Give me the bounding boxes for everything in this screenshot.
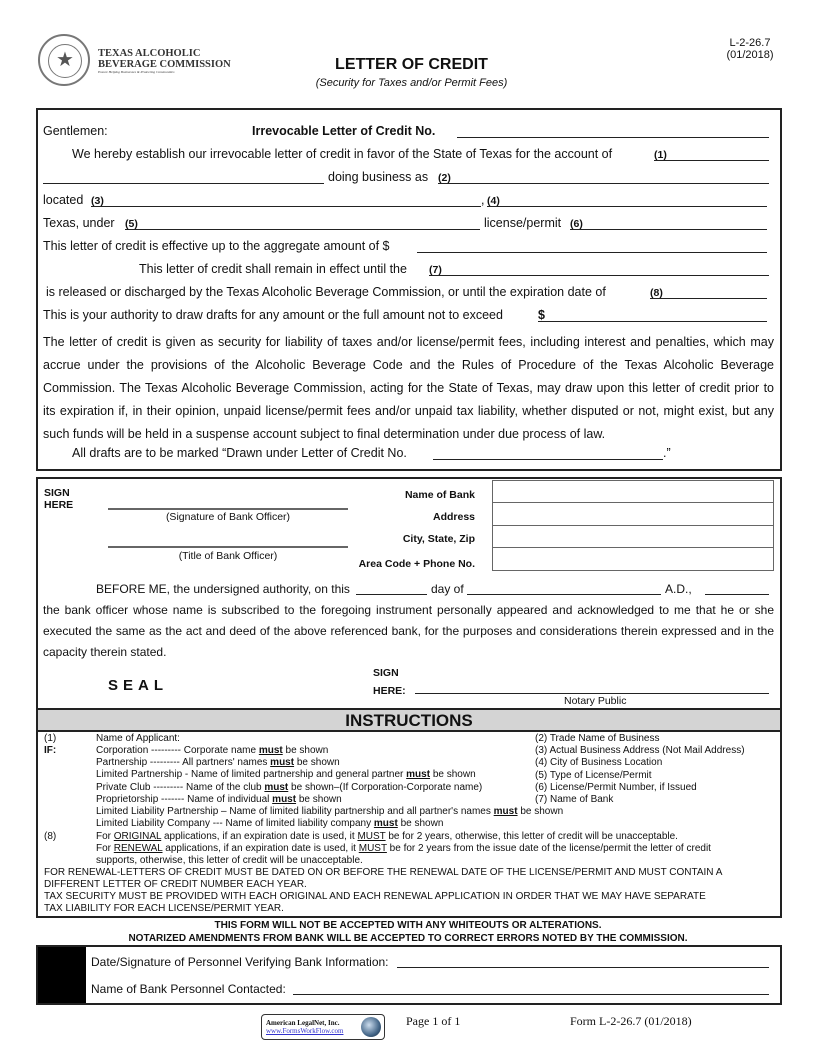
contacted-field[interactable] (293, 994, 769, 995)
marker-7: (7) (429, 264, 442, 276)
must-emph: must (373, 818, 398, 830)
day-field[interactable] (356, 594, 427, 595)
bank-address-label: Address (432, 511, 475, 523)
contacted-label: Name of Bank Personnel Contacted: (91, 982, 286, 996)
located-label: located (43, 193, 84, 207)
t: be for 2 years, otherwise, this letter of credit will be unacceptable. (385, 831, 678, 842)
vendor-badge[interactable] (261, 1014, 385, 1040)
applicant-type-row (96, 806, 563, 818)
applicant-types (96, 745, 563, 830)
bank-address-field[interactable] (492, 502, 774, 526)
dollar-sign: $ (538, 308, 545, 322)
t: For (96, 831, 114, 842)
account-text: We hereby establish our irrevocable letter of credit in favor of the State of Texas for the account of (72, 147, 613, 161)
vendor-url[interactable]: www.FormsWorkFlow.com (266, 1027, 344, 1035)
ack-line: capacity therein stated. (43, 645, 167, 659)
item-number-8: (8) (44, 831, 57, 842)
row-text: be shown (517, 806, 564, 818)
caps-note: TAX SECURITY MUST BE PROVIDED WITH EACH ORIGINAL AND EACH RENEWAL APPLICATION IN ORDER THAT WE MAY HAVE SEPARATE (44, 891, 706, 902)
row-text: be shown (294, 757, 340, 769)
applicant-type-row (96, 818, 563, 830)
amendments-notice: NOTARIZED AMENDMENTS FROM BANK WILL BE ACCEPTED TO CORRECT ERRORS NOTED BY THE COMMISSION. (128, 933, 688, 944)
max-amount-field[interactable] (538, 321, 767, 322)
texas-under-label: Texas, under (43, 216, 115, 230)
page-number: Page 1 of 1 (406, 1014, 461, 1028)
bank-phone-label: Area Code + Phone No. (358, 558, 475, 570)
applicant-type-row (96, 757, 563, 769)
year-field[interactable] (705, 594, 769, 595)
aggregate-text: This letter of credit is effective up to the aggregate amount of $ (43, 239, 390, 253)
verify-field[interactable] (397, 967, 769, 968)
comma: , (481, 193, 485, 207)
agency-name-line1: TEXAS ALCOHOLIC (98, 48, 201, 59)
aggregate-amount-field[interactable] (417, 252, 767, 253)
seal-label: SEAL (108, 677, 169, 694)
before-me-text: BEFORE ME, the undersigned authority, on this (96, 582, 350, 596)
here-text: HERE (44, 499, 74, 511)
original-emph: ORIGINAL (113, 831, 162, 842)
applicant-type-row (96, 794, 563, 806)
month-field[interactable] (467, 594, 661, 595)
must-emph: must (406, 769, 431, 781)
license-permit-label: license/permit (484, 216, 562, 230)
dba-field[interactable] (438, 183, 769, 184)
row-text: be shown (296, 793, 342, 805)
marker-4: (4) (487, 195, 500, 207)
row-text: Limited Liability Partnership – Name of limited liability partnership and all partner's names (96, 806, 494, 818)
para-line: its expiration if, in their opinion, unpaid license/permit fees and/or unpaid tax liability, whether disputed or not, might exist, but any (43, 404, 774, 418)
security-paragraph (43, 331, 774, 446)
remain-until-field[interactable] (429, 275, 769, 276)
must-emph: must (258, 745, 283, 756)
must-emph: MUST (358, 843, 387, 854)
key-item: (5) Type of License/Permit (535, 769, 652, 781)
caps-note: TAX LIABILITY FOR EACH LICENSE/PERMIT YEAR. (44, 903, 284, 914)
key-item: (7) Name of Bank (535, 794, 614, 806)
loc-number-field[interactable] (457, 137, 769, 138)
loc-number-label: Irrevocable Letter of Credit No. (252, 124, 436, 138)
title-caption: (Title of Bank Officer) (178, 550, 278, 562)
office-use-section (36, 945, 782, 1005)
row-text: Proprietorship ------- Name of individual (96, 793, 273, 805)
t: For (96, 843, 114, 854)
whiteout-notice: THIS FORM WILL NOT BE ACCEPTED WITH ANY WHITEOUTS OR ALTERATIONS. (214, 920, 602, 931)
marker-8: (8) (650, 287, 663, 299)
expiration-date-field[interactable] (650, 298, 767, 299)
city-field[interactable] (487, 206, 767, 207)
row-text: be shown–(If Corporation-Corporate name) (288, 781, 483, 793)
address-field[interactable] (91, 206, 481, 207)
row-text: Corporation --------- Corporate name (96, 745, 259, 756)
agency-tagline: Ensure Helping Businesses & Protecting Communities (98, 70, 175, 74)
released-text: is released or discharged by the Texas Alcoholic Beverage Commission, or until the expiration date of (46, 285, 606, 299)
must-emph: must (272, 793, 297, 805)
key-item: (2) Trade Name of Business (535, 733, 660, 744)
para-line: accrue under the provisions of the Alcoholic Beverage Code and the Rules of Procedure of the Texas Alcoholic Beverage (43, 358, 774, 372)
name-of-applicant: Name of Applicant: (96, 733, 180, 744)
salutation: Gentlemen: (43, 124, 108, 138)
page-title: LETTER OF CREDIT (335, 56, 488, 73)
caps-note: DIFFERENT LETTER OF CREDIT NUMBER EACH YEAR. (44, 879, 307, 890)
marker-2: (2) (438, 172, 451, 184)
applicant-type-row (96, 769, 563, 781)
notary-here-text: HERE: (373, 685, 406, 697)
verify-label: Date/Signature of Personnel Verifying Bank Information: (91, 955, 389, 969)
marker-1: (1) (654, 149, 667, 161)
para-line: The letter of credit is given as security for liability of taxes and/or license/permit fees, including interest and penalties, which may (43, 335, 774, 349)
notary-public-caption: Notary Public (564, 695, 627, 707)
row-text: Limited Partnership - Name of limited partnership and general partner (96, 769, 407, 781)
notary-sign-text: SIGN (373, 667, 399, 679)
account-field[interactable] (654, 160, 769, 161)
marker-6: (6) (570, 218, 583, 230)
bank-city-field[interactable] (492, 525, 774, 549)
para-line: Commission. The Texas Alcoholic Beverage Commission, acting for the State of Texas, may draw upon this letter of credit prior to (43, 381, 774, 395)
authority-text: This is your authority to draw drafts for any amount or the full amount not to exceed (43, 308, 503, 322)
footer-form-number: Form L-2-26.7 (01/2018) (570, 1014, 692, 1028)
day-of-label: day of (431, 582, 464, 596)
must-emph: must (270, 757, 295, 769)
original-note (96, 831, 678, 843)
marker-5: (5) (125, 218, 138, 230)
must-emph: must (493, 806, 518, 818)
must-emph: must (264, 781, 289, 793)
license-type-field[interactable] (125, 229, 480, 230)
row-text: Private Club --------- Name of the club (96, 781, 265, 793)
bank-phone-field[interactable] (492, 547, 774, 571)
t: applications, if an expiration date is used, it (162, 843, 359, 854)
renewal-note (96, 843, 711, 855)
ack-line: executed the same as the act and deed of the above referenced bank, for the purposes and considerations therein expressed and in the (43, 624, 774, 638)
agency-seal: ★ (38, 34, 90, 86)
field-key (535, 733, 745, 806)
vendor-name: American LegalNet, Inc. (266, 1019, 340, 1027)
bank-officer-title-field[interactable] (108, 546, 348, 548)
account-field-cont[interactable] (43, 183, 324, 184)
key-item: (6) License/Permit Number, if Issued (535, 781, 697, 793)
form-number (715, 37, 785, 61)
renewal-emph: RENEWAL (113, 843, 163, 854)
agency-name-line2: BEVERAGE COMMISSION (98, 59, 231, 70)
license-number-field[interactable] (570, 229, 767, 230)
row-text: Partnership --------- All partners' names (96, 757, 271, 769)
office-use-block (38, 947, 86, 1003)
bank-name-label: Name of Bank (404, 489, 475, 501)
sign-here-label (44, 487, 73, 511)
row-text: be shown (430, 769, 476, 781)
notary-signature-field[interactable] (415, 693, 769, 694)
row-text: Limited Liability Company --- Name of limited liability company (96, 818, 374, 830)
page-subtitle: (Security for Taxes and/or Permit Fees) (315, 77, 508, 89)
drafts-loc-number-field[interactable] (433, 459, 663, 460)
bank-name-field[interactable] (492, 480, 774, 504)
marker-3: (3) (91, 195, 104, 207)
ack-line: the bank officer whose name is subscribed to the foregoing instrument personally appeared and acknowledged to me that he or she (43, 603, 774, 617)
key-item: (3) Actual Business Address (Not Mail Address) (535, 745, 745, 757)
para-line: such funds will be held in a suspense account subject to final determination under due process of law. (43, 427, 606, 441)
t: be for 2 years from the issue date of the license/permit the letter of credit (386, 843, 711, 854)
form-number-text: L-2-26.7 (729, 37, 771, 49)
sign-text: SIGN (44, 487, 70, 499)
drafts-end: .” (663, 446, 671, 460)
instructions-heading: INSTRUCTIONS (36, 708, 782, 732)
signature-caption: (Signature of Bank Officer) (165, 511, 291, 523)
globe-icon (361, 1017, 381, 1037)
applicant-type-row (96, 782, 563, 794)
if-label: IF: (44, 745, 57, 756)
key-item: (4) City of Business Location (535, 757, 663, 769)
bank-officer-signature-field[interactable] (108, 508, 348, 510)
form-date-text: (01/2018) (726, 49, 774, 61)
bank-city-label: City, State, Zip (402, 533, 475, 545)
must-emph: MUST (357, 831, 386, 842)
dba-label: doing business as (328, 170, 429, 184)
acknowledgment (43, 600, 774, 663)
row-text: be shown (282, 745, 329, 756)
notary-sign-here (373, 664, 406, 700)
item-number-1: (1) (44, 733, 57, 744)
row-text: be shown (397, 818, 444, 830)
ad-label: A.D., (665, 582, 692, 596)
drafts-text: All drafts are to be marked “Drawn under Letter of Credit No. (72, 446, 407, 460)
remain-text: This letter of credit shall remain in effect until the (139, 262, 407, 276)
caps-note: FOR RENEWAL-LETTERS OF CREDIT MUST BE DATED ON OR BEFORE THE RENEWAL DATE OF THE LICENSE/PERMIT AND MUST CONTAIN A (44, 867, 723, 878)
renewal-note-cont: supports, otherwise, this letter of credit will be unacceptable. (96, 855, 363, 866)
applicant-type-row (96, 745, 563, 757)
t: applications, if an expiration date is used, it (161, 831, 358, 842)
